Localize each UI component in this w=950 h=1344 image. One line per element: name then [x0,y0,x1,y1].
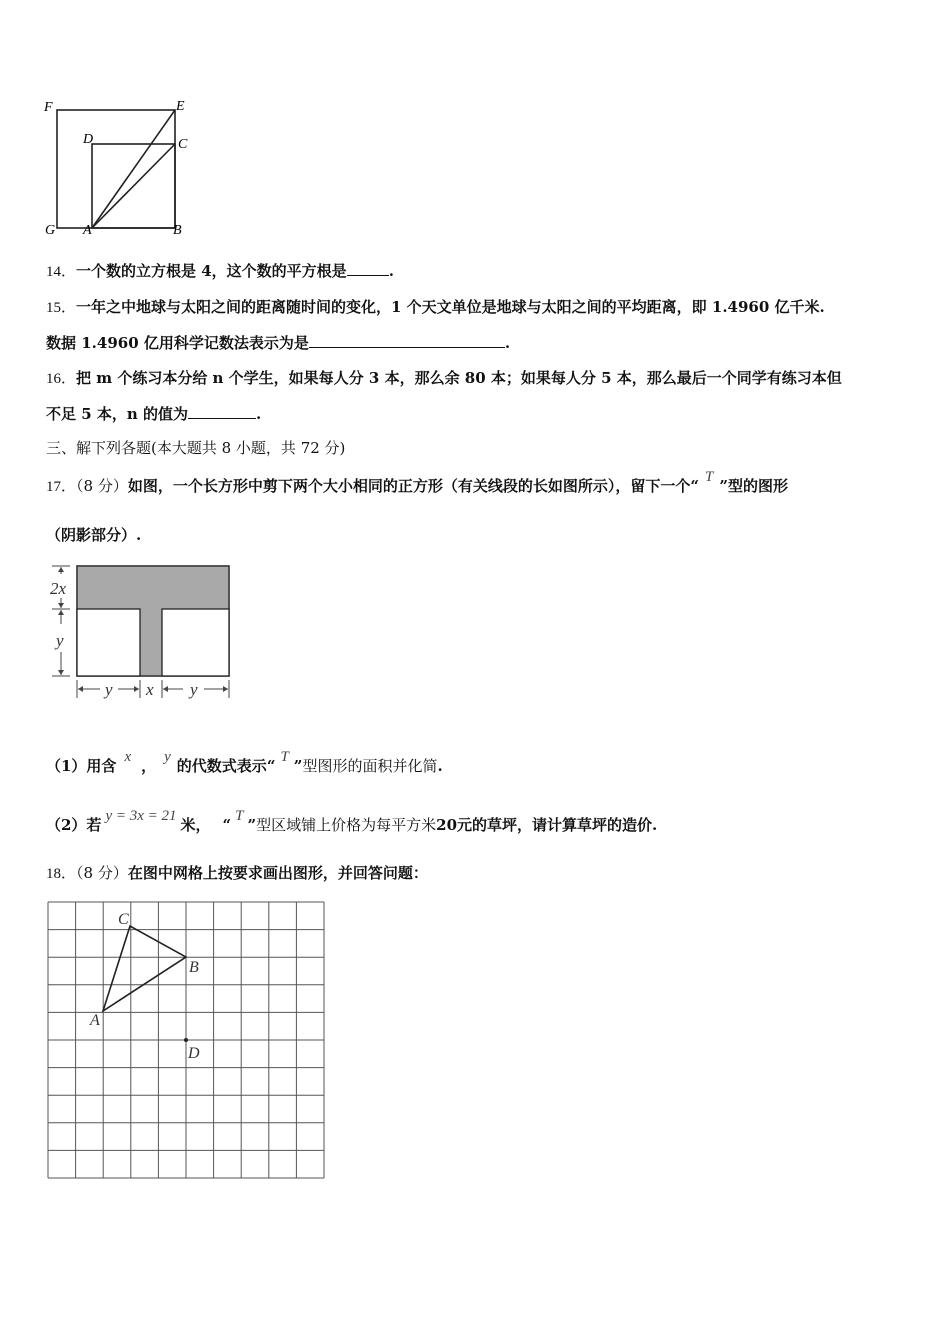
t-shape-top-bar [77,566,229,609]
q17-line-2: （阴影部分）. [46,526,142,544]
label-b: B [173,223,182,238]
q17-part1-text-a: 的代数式表示 [176,757,267,775]
q17-t-symbol: T [704,469,714,485]
q15-line-2: 数据 1.4960 亿用科学记数法表示为是 [46,334,309,352]
question-16-line-2 [46,404,261,424]
q17-part-1 [46,749,443,777]
q16-blank [188,404,256,419]
q17-part1-x: x [124,749,132,765]
arrow-y-top [58,610,64,615]
right-square [162,609,229,676]
q17-part2-text-a: 型区域铺上价格为每平方米 [256,816,437,834]
label-y-bottom-2: y [190,680,198,699]
t-shape-stem [140,609,162,676]
outer-square [57,110,175,228]
q17-part2-label: （2）若 [46,816,102,834]
triangle-abc [103,926,186,1011]
arrow-y2-left [163,686,168,692]
q17-part2-t: T [235,808,244,824]
q17-part-2 [46,808,658,836]
t-shape-figure [44,560,244,705]
label-grid-b: B [189,959,199,976]
arrow-y2-right [223,686,228,692]
q18-points: （8 分） [76,864,128,882]
q17-part2-text-b: 元的草坪，请计算草坪的造价 [457,816,653,834]
label-e: E [176,99,185,114]
question-17-line-2 [46,525,141,545]
label-d: D [83,132,94,147]
q17-quote-open: “ [690,477,699,495]
arrow-y1-left [78,686,83,692]
label-grid-a: A [90,1012,100,1029]
q16-end: . [256,405,262,423]
q16-number: 16． [46,371,77,387]
q17-points: （8 分） [76,477,128,495]
section-3-title [46,438,345,458]
q17-part2-price: 20 [436,816,458,834]
q17-text-b: 型的图形 [727,477,788,495]
q15-number: 15． [46,300,77,316]
q15-line-1: 一年之中地球与太阳之间的距离随时间的变化，1 个天文单位是地球与太阳之间的平均距离，即 1.4960 亿千米. [76,298,825,316]
label-g: G [45,223,56,238]
q17-part2-end: . [652,816,658,834]
q14-blank [347,261,389,276]
q17-part1-t: T [280,749,289,765]
q17-part1-y: y [164,749,171,765]
segment-ae [92,110,175,228]
question-18 [46,863,428,884]
label-2x: 2x [50,579,67,598]
q18-text: 在图中网格上按要求画出图形，并回答问题： [127,864,428,882]
q14-text: 一个数的立方根是 4，这个数的平方根是 [76,262,347,280]
q17-part1-label: （1）用含 [46,757,117,775]
left-square [77,609,140,676]
question-15-line-2 [46,333,510,353]
label-a: A [83,223,92,238]
label-y-bottom-1: y [105,680,113,699]
point-d [184,1038,188,1042]
label-grid-c: C [118,911,129,928]
grid-figure [46,900,328,1182]
arrow-2x-bottom [58,603,64,608]
segment-ac [92,144,175,228]
question-17-line-1 [46,469,788,497]
q15-end: . [504,334,511,352]
q14-end: . [388,262,394,280]
section-3-title-text: 三、解下列各题(本大题共 8 小题，共 72 分) [46,439,346,457]
q17-text-a: 如图，一个长方形中剪下两个大小相同的正方形（有关线段的长如图所示），留下一个 [127,477,691,495]
q17-part2-formula: y = 3x = 21 [105,808,177,824]
q14-number: 14． [46,264,77,280]
q18-number: 18． [46,866,77,882]
q17-part1-comma: ， [141,757,157,775]
q17-part1-quote-close: ” [293,757,303,775]
question-16-line-1 [46,368,842,389]
square-figure [40,96,200,241]
q17-part2-quote-close: ” [247,816,257,834]
label-c: C [178,137,188,152]
q17-number: 17． [46,479,77,495]
q17-part1-text-b: 型图形的面积并化简 [302,757,438,775]
label-x-bottom: x [146,680,154,699]
label-y-left: y [56,631,64,650]
q17-part2-quote-open: “ [222,816,232,834]
arrow-2x-top [58,567,64,572]
q16-line-2: 不足 5 本，n 的值为 [46,405,189,423]
question-15-line-1 [46,297,825,318]
q17-part1-end: . [437,757,443,775]
q15-blank [309,333,505,348]
arrow-y1-right [134,686,139,692]
q17-quote-close: ” [719,477,728,495]
label-f: F [44,100,53,115]
q16-line-1: 把 m 个练习本分给 n 个学生，如果每人分 3 本，那么余 80 本；如果每人分 5 本，那么最后一个同学有练习本但 [76,369,842,387]
q17-part1-quote-open: “ [266,757,276,775]
question-14 [46,261,394,282]
arrow-y-bottom [58,670,64,675]
q17-part2-unit: 米， [180,816,211,834]
label-grid-d: D [188,1045,200,1062]
